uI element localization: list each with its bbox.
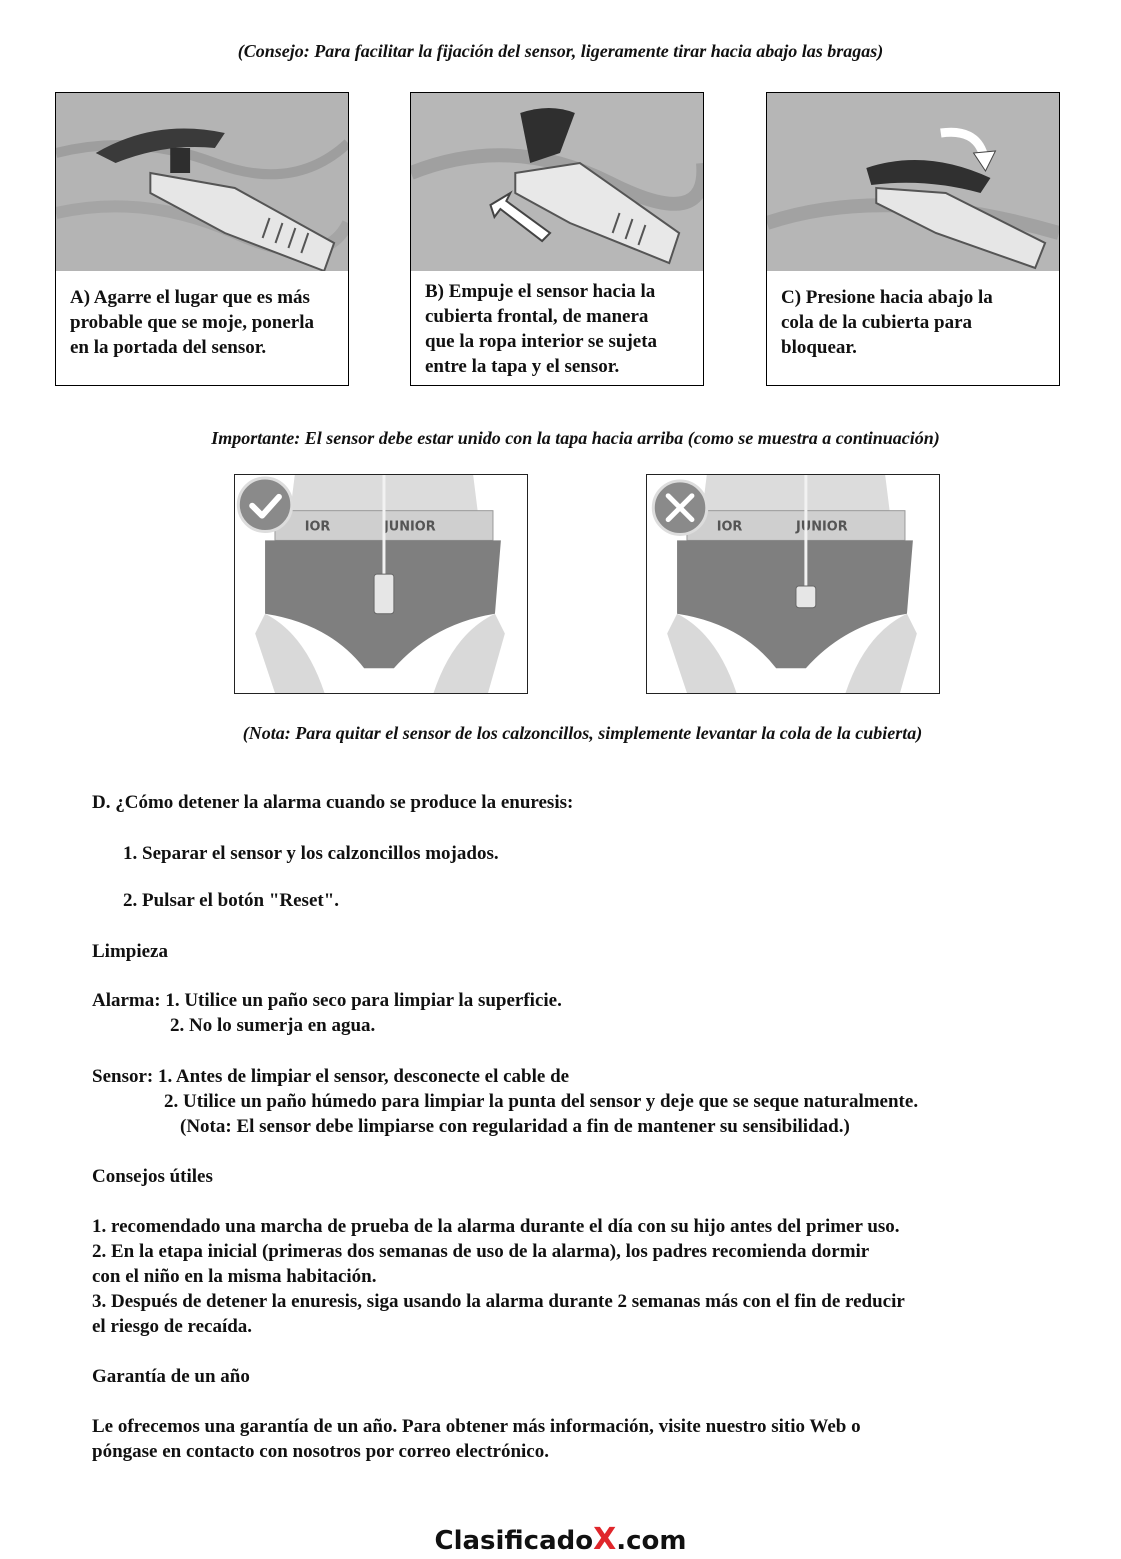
remove-note: (Nota: Para quitar el sensor de los calzoncillos, simplemente levantar la cola de la cubierta) xyxy=(242,723,923,743)
cleaning-heading: Limpieza xyxy=(92,941,168,962)
step-b-text xyxy=(425,279,691,379)
step-c-text xyxy=(781,285,1047,360)
step-c-card xyxy=(766,92,1060,386)
step-c-photo xyxy=(767,93,1059,271)
step-a-text xyxy=(70,285,336,360)
cleaning-sensor-line: 2. Utilice un paño húmedo para limpiar la punta del sensor y deje que se seque naturalmente. xyxy=(164,1091,919,1112)
tips-line: 1. recomendado una marcha de prueba de la alarma durante el día con su hijo antes del primer uso. xyxy=(92,1216,900,1237)
cross-icon xyxy=(653,481,707,535)
step-b-line: que la ropa interior se sujeta xyxy=(425,331,658,352)
tips-line: 2. En la etapa inicial (primeras dos semanas de uso de la alarma), los padres recomienda dormir xyxy=(92,1241,870,1262)
tips-line: el riesgo de recaída. xyxy=(92,1316,253,1337)
top-tip: (Consejo: Para facilitar la fijación del sensor, ligeramente tirar hacia abajo las bragas) xyxy=(237,41,884,61)
cleaning-sensor-note: (Nota: El sensor debe limpiarse con regularidad a fin de mantener su sensibilidad.) xyxy=(180,1116,850,1137)
step-b-line: cubierta frontal, de manera xyxy=(425,306,649,327)
section-d-item: 1. Separar el sensor y los calzoncillos mojados. xyxy=(123,843,499,864)
tips-heading: Consejos útiles xyxy=(92,1166,213,1187)
step-a-line: probable que se moje, ponerla xyxy=(70,312,315,333)
logo-x-mark: X xyxy=(593,1522,617,1557)
section-d-heading: D. ¿Cómo detener la alarma cuando se produce la enuresis: xyxy=(92,792,574,813)
cleaning-sensor-line: Sensor: 1. Antes de limpiar el sensor, desconecte el cable de xyxy=(92,1066,570,1087)
model-incorrect-image xyxy=(646,474,940,694)
step-b-card xyxy=(410,92,704,386)
step-a-line: en la portada del sensor. xyxy=(70,337,267,358)
check-icon xyxy=(238,478,292,532)
step-c-line: bloquear. xyxy=(781,337,857,358)
warranty-heading: Garantía de un año xyxy=(92,1366,250,1387)
tips-line: 3. Después de detener la enuresis, siga usando la alarma durante 2 semanas más con el fin de reducir xyxy=(92,1291,905,1312)
tips-line: con el niño en la misma habitación. xyxy=(92,1266,377,1287)
important-note: Importante: El sensor debe estar unido con la tapa hacia arriba (como se muestra a continuación) xyxy=(211,428,940,448)
cleaning-alarm-line: 2. No lo sumerja en agua. xyxy=(170,1015,376,1036)
brand-left-text: IOR xyxy=(716,519,743,535)
brand-right-text: JUNIOR xyxy=(383,519,436,535)
step-c-line: cola de la cubierta para xyxy=(781,312,973,333)
logo-suffix: .com xyxy=(616,1526,687,1556)
footer-logo[interactable] xyxy=(0,1522,1121,1557)
step-c-line: C) Presione hacia abajo la xyxy=(781,287,993,308)
cleaning-alarm-line: Alarma: 1. Utilice un paño seco para limpiar la superficie. xyxy=(92,990,562,1011)
warranty-line: Le ofrecemos una garantía de un año. Para obtener más información, visite nuestro sitio Web o xyxy=(92,1416,861,1437)
warranty-line: póngase en contacto con nosotros por correo electrónico. xyxy=(92,1441,549,1462)
step-b-photo xyxy=(411,93,703,271)
brand-right-text: JUNIOR xyxy=(795,519,848,535)
step-b-line: entre la tapa y el sensor. xyxy=(425,356,620,377)
logo-prefix: Clasificado xyxy=(434,1526,594,1556)
brand-left-text: IOR xyxy=(304,519,331,535)
step-b-line: B) Empuje el sensor hacia la xyxy=(425,281,656,302)
section-d-item: 2. Pulsar el botón "Reset". xyxy=(123,890,340,911)
step-a-line: A) Agarre el lugar que es más xyxy=(70,287,310,308)
step-a-photo xyxy=(56,93,348,271)
model-correct-image xyxy=(234,474,528,694)
step-a-card xyxy=(55,92,349,386)
